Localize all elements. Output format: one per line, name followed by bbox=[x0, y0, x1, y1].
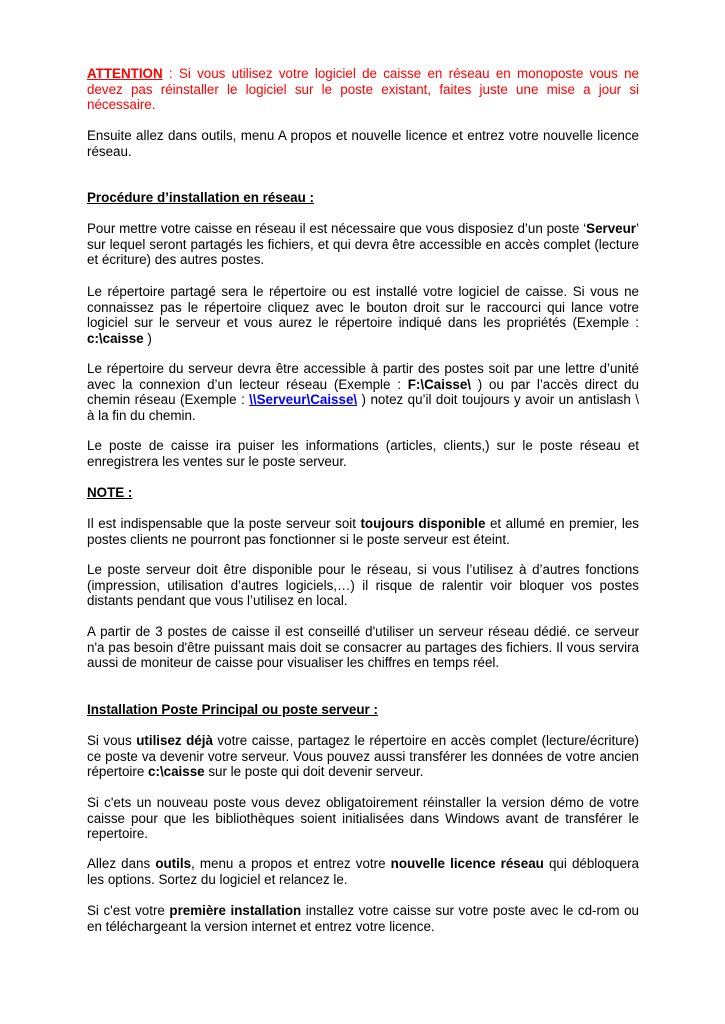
paragraph-cash-register-data: Le poste de caisse ira puiser les informations (articles, clients,) sur le poste réseau et enregistrera les ventes sur le poste serveur. bbox=[87, 438, 639, 469]
attention-text: : Si vous utilisez votre logiciel de caisse en réseau en monoposte vous ne devez pas réinstaller le logiciel sur le poste existant, faites juste une mise a jour si nécessaire. bbox=[87, 66, 639, 113]
paragraph-already-using bbox=[87, 733, 639, 780]
text-run: Si c'est votre bbox=[87, 903, 170, 918]
section-heading-note: NOTE : bbox=[87, 485, 133, 500]
text-run: Il est indispensable que la poste serveur soit bbox=[87, 516, 361, 531]
text-run: sur le poste qui doit devenir serveur. bbox=[204, 764, 424, 780]
text-run: ) bbox=[143, 330, 152, 346]
text-run: Le répertoire partagé sera le répertoire ou est installé votre logiciel de caisse. Si vous ne connaissez pas le répertoire cliquez avec le bouton droit sur le raccourci qui lance votre logiciel sur le serveur et vous aurez le répertoire indiqué dans les propriétés (Exemple : bbox=[87, 284, 639, 331]
text-run: Allez dans bbox=[87, 856, 156, 871]
bold-already-using: utilisez déjà bbox=[136, 733, 213, 748]
bold-path-example: c:\caisse bbox=[148, 764, 205, 780]
text-run: Le répertoire du serveur devra être accessible à partir des postes soit par une lettre d’unité avec la connexion d’un lecteur réseau (Exemple : bbox=[87, 361, 639, 392]
text-run: qui débloquera les options. Sortez du logiciel et relancez le. bbox=[87, 856, 639, 887]
paragraph-shared-directory bbox=[87, 284, 639, 346]
section-heading-main-station: Installation Poste Principal ou poste serveur : bbox=[87, 702, 378, 717]
bold-drive-example: F:\Caisse\ bbox=[407, 376, 472, 392]
text-run: ’ sur lequel seront partagés les fichiers, et qui devra être accessible en accès complet (lecture et écriture) des autres postes. bbox=[87, 221, 639, 268]
paragraph-server-access bbox=[87, 361, 639, 423]
section-heading-network-install: Procédure d’installation en réseau : bbox=[87, 190, 314, 205]
bold-always-available: toujours disponible bbox=[360, 516, 486, 531]
paragraph-server-requirement bbox=[87, 221, 639, 268]
text-run: Pour mettre votre caisse en réseau il est nécessaire que vous disposiez d’un poste ‘ bbox=[87, 221, 587, 236]
bold-first-install: première installation bbox=[169, 903, 302, 918]
paragraph-dedicated-server: A partir de 3 postes de caisse il est conseillé d'utiliser un serveur réseau dédié. ce serveur n'a pas besoin d'être puissant mais doit se consacrer au partages des fichiers. Il vous servira aussi de moniteur de caisse pour visualiser les chiffres en temps réel. bbox=[87, 624, 639, 671]
intro-paragraph: Ensuite allez dans outils, menu A propos et nouvelle licence et entrez votre nouvelle licence réseau. bbox=[87, 128, 639, 159]
text-run: ) ou par l’accès direct du chemin réseau (Exemple : bbox=[87, 376, 639, 408]
paragraph-new-station: Si c'ets un nouveau poste vous devez obligatoirement réinstaller la version démo de votre caisse pour que les bibliothèques soient initialisées dans Windows avant de transférer le repertoire. bbox=[87, 795, 639, 842]
bold-server: Serveur bbox=[586, 221, 637, 236]
bold-path-example: c:\caisse bbox=[87, 330, 144, 346]
network-path-link[interactable]: \\Serveur\Caisse\ bbox=[249, 392, 358, 408]
attention-label: ATTENTION bbox=[87, 66, 163, 81]
text-run: ) notez qu’il doit toujours y avoir un antislash \ à la fin du chemin. bbox=[87, 392, 639, 423]
attention-paragraph bbox=[87, 66, 639, 113]
bold-network-license: nouvelle licence réseau bbox=[390, 856, 544, 871]
text-run: Si vous bbox=[87, 733, 137, 748]
paragraph-server-availability bbox=[87, 516, 639, 547]
text-run: , menu a propos et entrez votre bbox=[191, 856, 391, 871]
bold-tools: outils bbox=[155, 856, 192, 871]
paragraph-first-install bbox=[87, 903, 639, 934]
text-run: votre caisse, partagez le répertoire en accès complet (lecture/écriture) ce poste va devenir votre serveur. Vous pouvez aussi transférer les données de votre ancien répertoire bbox=[87, 733, 640, 780]
text-run: et allumé en premier, les postes clients ne pourront pas fonctionner si le poste serveur est éteint. bbox=[87, 516, 639, 547]
paragraph-server-other-uses: Le poste serveur doit être disponible pour le réseau, si vous l’utilisez à d’autres fonctions (impression, utilisation d’autres logiciels,…) il risque de ralentir voir bloquer vos postes distants pendant que vous l’utilisez en local. bbox=[87, 562, 639, 609]
paragraph-enter-license bbox=[87, 856, 639, 887]
text-run: installez votre caisse sur votre poste avec le cd-rom ou en téléchargeant la version internet et entrez votre licence. bbox=[87, 903, 640, 934]
